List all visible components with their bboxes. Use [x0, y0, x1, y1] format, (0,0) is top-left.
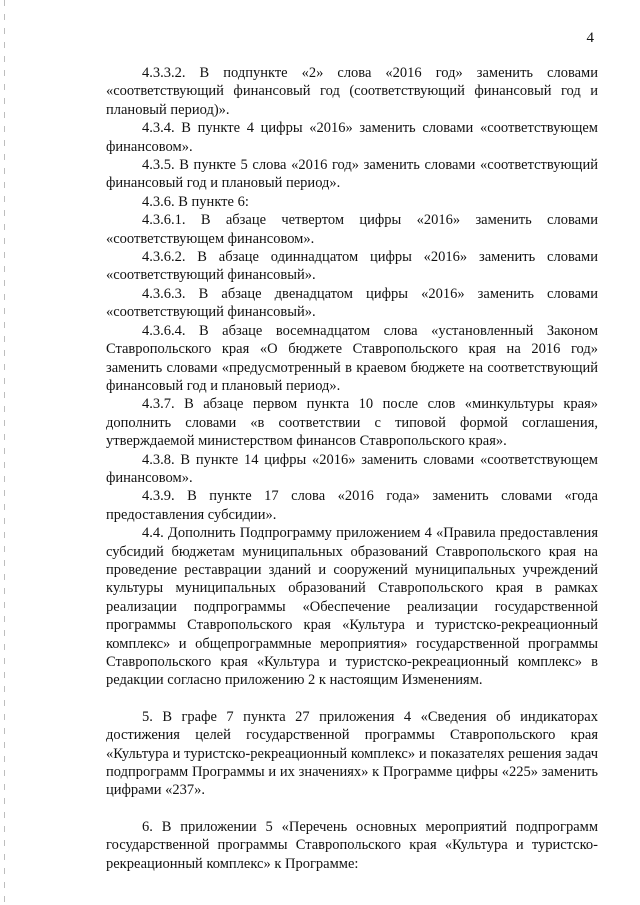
- paragraph-4-3-6-2: 4.3.6.2. В абзаце одиннадцатом цифры «2016» заменить словами «соответствующий финансовый».: [106, 249, 598, 284]
- paragraph-4-3-3-2: 4.3.3.2. В подпункте «2» слова «2016 год» заменить словами «соответствующий финансовый год (соответствующий финансовый год и плановый период)».: [106, 65, 598, 118]
- paragraph-4-3-8: 4.3.8. В пункте 14 цифры «2016» заменить словами «соответствующем финансовом».: [106, 451, 598, 486]
- paragraph-4-4: 4.4. Дополнить Подпрограмму приложением 4 «Правила предоставления субсидий бюджетам муниципальных образований Ставропольского края на проведение реставрации зданий и сооружений муниципальных учреждений культуры муниципальных образований Ставропольского края в рамках реализации подпрограммы «Обеспечение реализации государственной программы Ставропольского края «Культура и туристско-рекреационный комплекс» и общепрограммные мероприятия» государственной программы Ставропольского края «Культура и туристско-рекреационный комплекс» в редакции согласно приложению 2 к настоящим Изменениям.: [106, 525, 598, 689]
- paragraph-4-3-6-4: 4.3.6.4. В абзаце восемнадцатом слова «установленный Законом Ставропольского края «О бюджете Ставропольского края на 2016 год» заменить словами «предусмотренный в краевом бюджете на соответствующий финансовый год и плановый период».: [106, 322, 598, 394]
- paragraph-4-3-6-3: 4.3.6.3. В абзаце двенадцатом цифры «2016» заменить словами «соответствующий финансовый».: [106, 285, 598, 321]
- paragraph-4-3-4: 4.3.4. В пункте 4 цифры «2016» заменить словами «соответствующем финансовом».: [106, 120, 598, 155]
- page-number: 4: [586, 30, 594, 46]
- paragraph-4-3-7: 4.3.7. В абзаце первом пункта 10 после слов «минкультуры края» дополнить словами «в соответствии с типовой формой соглашения, утверждаемой министерством финансов Ставропольского края».: [106, 396, 598, 450]
- paragraph-4-3-9: 4.3.9. В пункте 17 слова «2016 года» заменить словами «года предоставления субсидии».: [106, 488, 598, 523]
- scan-edge-artifact: [4, 0, 5, 905]
- paragraph-4-3-5: 4.3.5. В пункте 5 слова «2016 год» заменить словами «соответствующий финансовый год и плановый период».: [106, 157, 598, 192]
- paragraph-5: 5. В графе 7 пункта 27 приложения 4 «Сведения об индикаторах достижения целей государственной программы Ставропольского края «Культура и туристско-рекреационный комплекс» и показателях решения задач подпрограмм Программы и их значениях» к Программе цифры «225» заменить цифрами «237».: [106, 708, 598, 799]
- paragraph-6: 6. В приложении 5 «Перечень основных мероприятий подпрограмм государственной программы Ставропольского края «Культура и туристско-рекреационный комплекс» к Программе:: [106, 818, 598, 872]
- paragraph-4-3-6: 4.3.6. В пункте 6:: [142, 193, 249, 210]
- document-body: [106, 64, 598, 873]
- paragraph-4-3-6-1: 4.3.6.1. В абзаце четвертом цифры «2016» заменить словами «соответствующем финансовом».: [106, 212, 598, 247]
